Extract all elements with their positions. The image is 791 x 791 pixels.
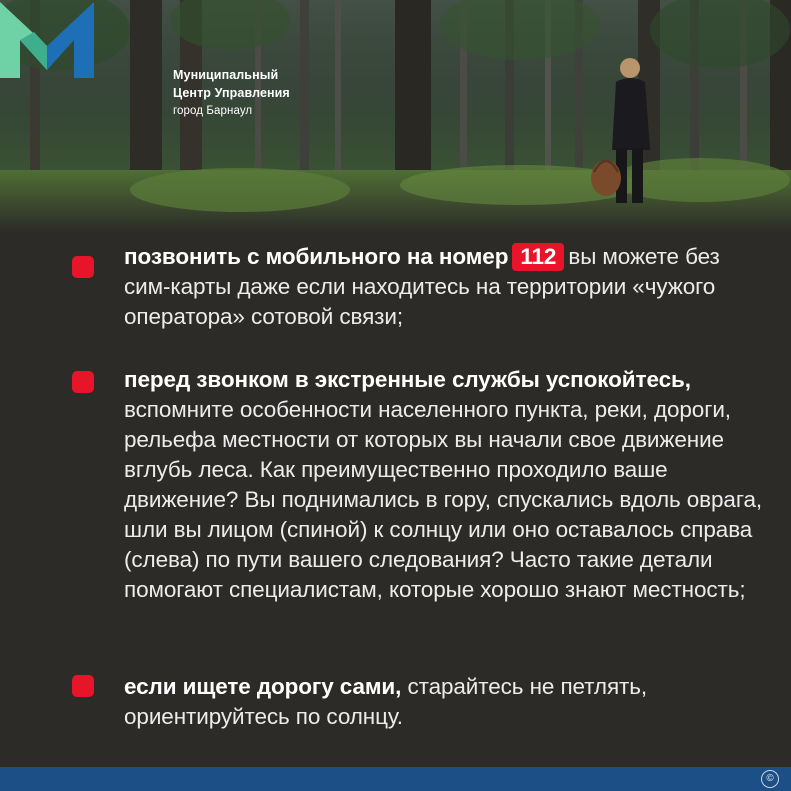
advice-text	[124, 672, 764, 732]
advice-rest: вспомните особенности населенного пункта, реки, дороги, рельефа местности от которых вы начали свое движение вглубь леса. Как преимущественно проходило ваше движение? Вы поднимались в гору, спускались вдоль оврага, шли вы лицом (спиной) к солнцу или оно оставалось справа (слева) по пути вашего следования? Часто такие детали помогают специалистам, которые хорошо знают местность;	[124, 397, 763, 602]
advice-rest: старайтесь не петлять, ориентируйтесь по солнцу.	[124, 674, 648, 729]
advice-bold: позвонить с мобильного на номер	[124, 244, 509, 269]
logo-line-2: Центр Управления	[173, 86, 290, 100]
logo-line-3: город Барнаул	[173, 105, 253, 117]
logo-text	[173, 66, 290, 120]
advice-text	[124, 242, 764, 332]
logo-icon	[0, 0, 94, 80]
advice-panel	[0, 232, 791, 767]
bullet-icon	[72, 371, 94, 393]
footer-bar	[0, 767, 791, 791]
advice-after-badge: вы можете	[568, 244, 679, 269]
bullet-icon	[72, 256, 94, 278]
copyright-icon: ©	[761, 770, 779, 788]
advice-bold: если ищете дорогу сами,	[124, 674, 402, 699]
forest-photo	[0, 0, 791, 232]
logo-line-1: Муниципальный	[173, 68, 279, 82]
phone-number-badge: 112	[512, 243, 564, 271]
advice-bold: перед звонком в экстренные службы успокойтесь,	[124, 367, 691, 392]
bullet-icon	[72, 675, 94, 697]
forest-illustration	[0, 0, 791, 232]
advice-text	[124, 365, 764, 605]
advice-rest: без сим-карты даже если находитесь на территории «чужого оператора» сотовой связи;	[124, 244, 720, 329]
